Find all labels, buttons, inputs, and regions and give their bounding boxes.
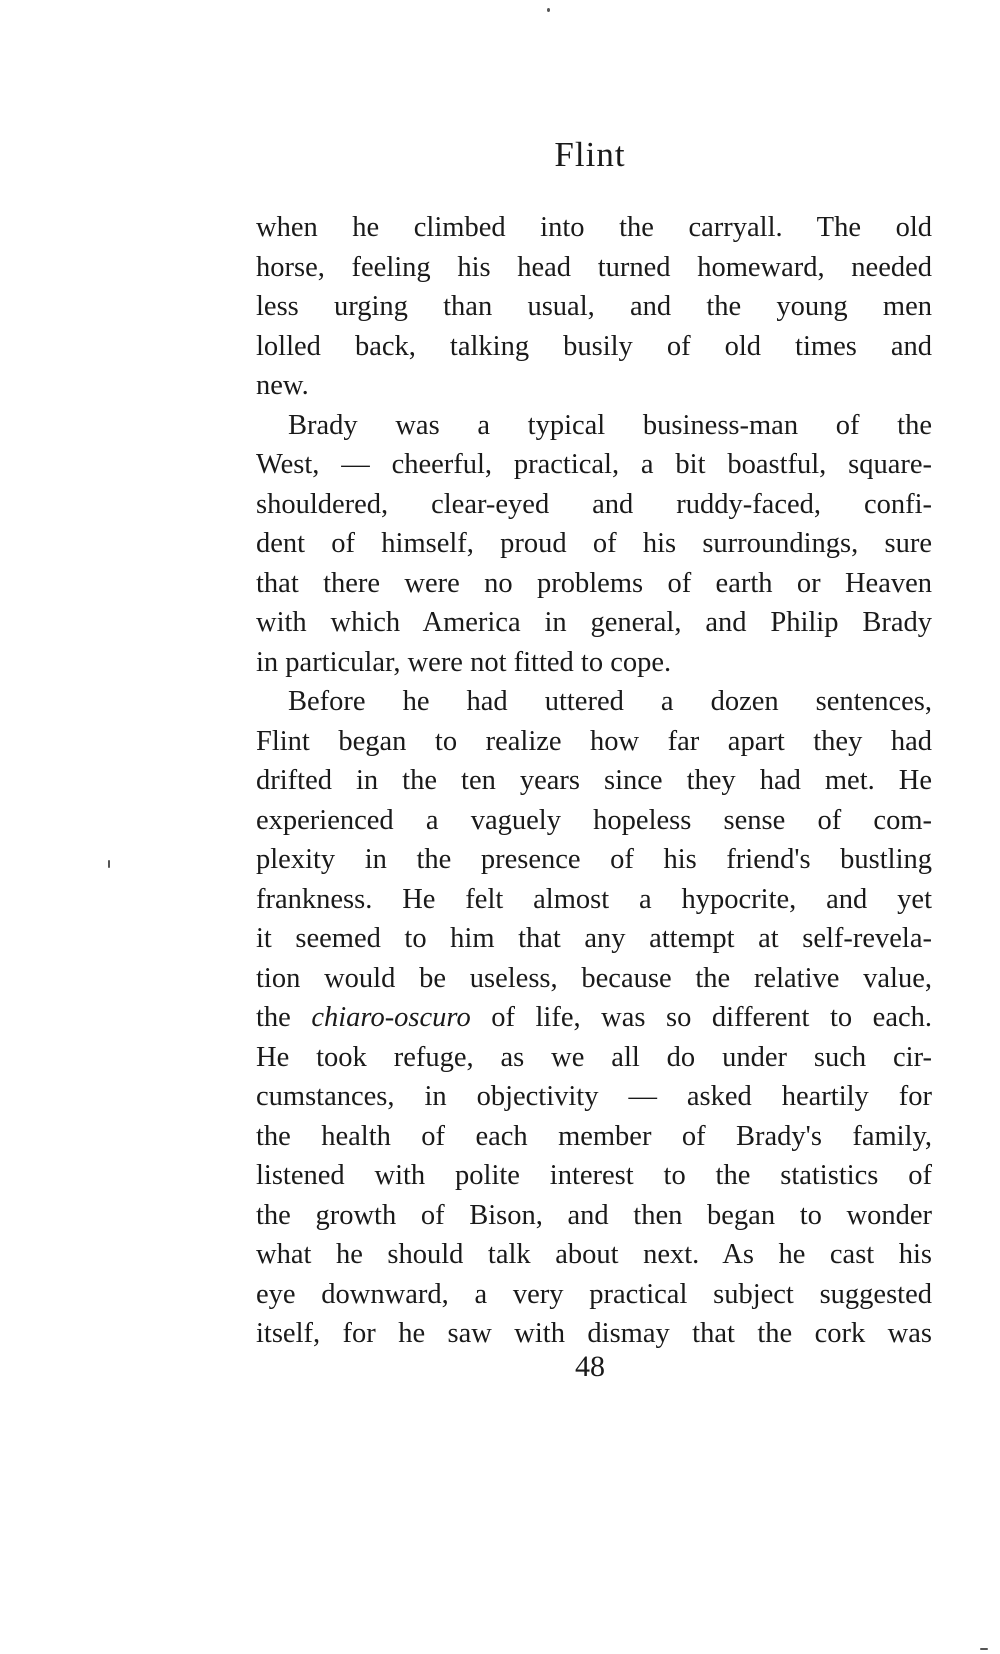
text-line: Before he had uttered a dozen sentences, [288,686,932,717]
print-speck [108,860,110,868]
text-line: plexity in the presence of his friend's bustling [256,844,932,875]
running-title: Flint [554,135,626,174]
text-line: experienced a vaguely hopeless sense of com- [256,804,932,836]
text-line: what he should talk about next. As he cast his [256,1239,932,1270]
print-speck [547,8,550,12]
text-line: Brady was a typical business-man of the [288,409,932,441]
text-line: new. [256,370,309,401]
text-line: lolled back, talking busily of old times and [256,330,932,362]
text-line: cumstances, in objectivity — asked heartily for [256,1081,932,1112]
text-line-with-italic [256,998,932,1038]
text-line: drifted in the ten years since they had met. He [256,765,932,796]
text-line: when he climbed into the carryall. The old [256,212,932,243]
text-line: itself, for he saw with dismay that the cork was [256,1318,932,1349]
text-line: frankness. He felt almost a hypocrite, and yet [256,883,932,915]
text-line: the health of each member of Brady's family, [256,1120,932,1152]
text-segment: of life, was so different to each. [470,1002,932,1033]
print-speck [980,1648,988,1650]
text-line: Flint began to realize how far apart they had [256,725,932,757]
text-line: eye downward, a very practical subject suggested [256,1278,932,1310]
italic-phrase: chiaro-oscuro [311,1002,471,1033]
body-text [256,208,932,1354]
text-line: shouldered, clear-eyed and ruddy-faced, confi- [256,488,932,520]
text-line: in particular, were not fitted to cope. [256,646,672,678]
text-line: dent of himself, proud of his surroundings, sure [256,528,932,559]
text-line: it seemed to him that any attempt at self-revela- [256,923,932,954]
text-line: He took refuge, as we all do under such cir- [256,1041,932,1073]
text-line: with which America in general, and Philip Brady [256,607,932,638]
text-line: the growth of Bison, and then began to wonder [256,1199,932,1231]
text-line: that there were no problems of earth or Heaven [256,567,932,599]
text-segment: the [256,1002,312,1033]
text-line: horse, feeling his head turned homeward, needed [256,251,932,283]
text-line: tion would be useless, because the relative value, [256,962,932,994]
text-line: listened with polite interest to the statistics of [256,1160,932,1191]
page-number: 48 [575,1350,605,1383]
text-line: less urging than usual, and the young men [256,291,932,322]
text-line: West, — cheerful, practical, a bit boastful, square- [256,449,932,480]
